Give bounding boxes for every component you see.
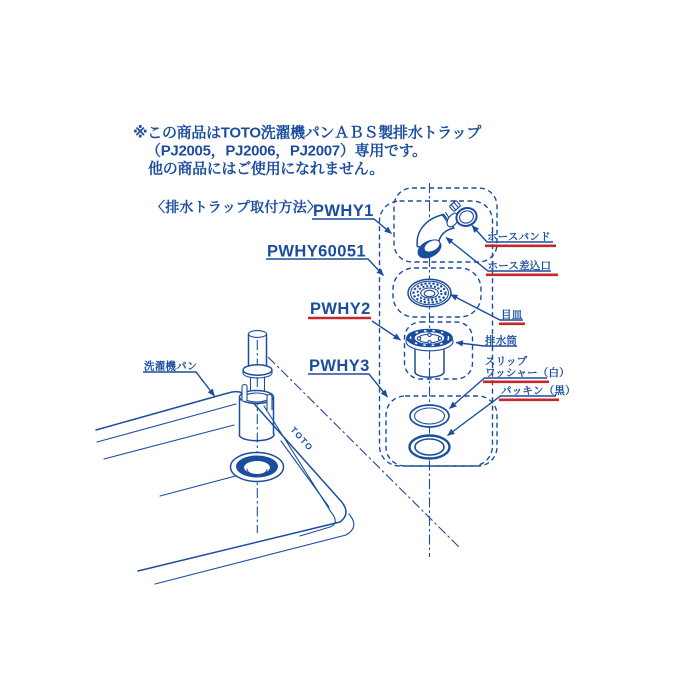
notice-line-2: （PJ2005，PJ2006，PJ2007）専用です。: [146, 142, 427, 160]
pan-wall-bottom: [155, 514, 354, 584]
socket-tab-left: [242, 385, 247, 402]
hose-elbow: [414, 211, 461, 262]
notice-line-1: ※この商品はTOTO洗濯機パンＡＢＳ製排水トラップ: [133, 124, 481, 142]
strainer-center-hole: [424, 290, 435, 296]
pan-brand-text: TOTO: [288, 424, 316, 454]
label-pwhy1: PWHY1: [313, 202, 374, 220]
strainer-plate: [408, 279, 451, 307]
pan-drain-hole: [231, 453, 284, 482]
notice-line-3: 他の商品にはご使用になれません。: [148, 160, 385, 178]
leader-packing: [448, 396, 557, 436]
part-labels: [266, 202, 401, 397]
label-slip-washer-2: ワッシャー（白）: [485, 367, 570, 379]
label-hose-inlet: ホース差込口: [487, 260, 552, 272]
label-packing: パッキン（黒）: [501, 385, 576, 397]
label-hose-band: ホースバンド: [487, 231, 551, 243]
pan-floor-line: [160, 474, 243, 496]
pan-socket-cylinder: [240, 385, 275, 441]
label-strainer: 目皿: [501, 309, 523, 321]
label-pwhy2: PWHY2: [310, 300, 371, 318]
leader-washing-machine-pan: [143, 372, 215, 396]
label-pwhy3: PWHY3: [309, 357, 370, 375]
leader-pwhy3: [308, 374, 388, 397]
notice-text: [133, 124, 482, 178]
leader-pwhy60051: [266, 259, 384, 276]
pan-floor-edge-left: [104, 425, 234, 459]
label-slip-washer-1: スリップ: [485, 355, 528, 368]
label-drain-cylinder: 排水筒: [485, 335, 518, 347]
slip-washer-white: [410, 405, 449, 427]
method-heading: 〈排水トラップ取付方法〉: [151, 199, 322, 215]
callout-labels: [446, 226, 576, 436]
label-washing-machine-pan: 洗濯機パン: [144, 360, 198, 373]
packing-black: [410, 436, 450, 459]
hose-band-ring-outer: [454, 205, 479, 228]
label-pwhy60051: PWHY60051: [267, 242, 366, 261]
pan-callout: [143, 360, 215, 397]
leader-pwhy2: [372, 321, 401, 340]
socket-tab-right: [267, 395, 272, 413]
pan-floor-edge-right: [281, 441, 329, 507]
